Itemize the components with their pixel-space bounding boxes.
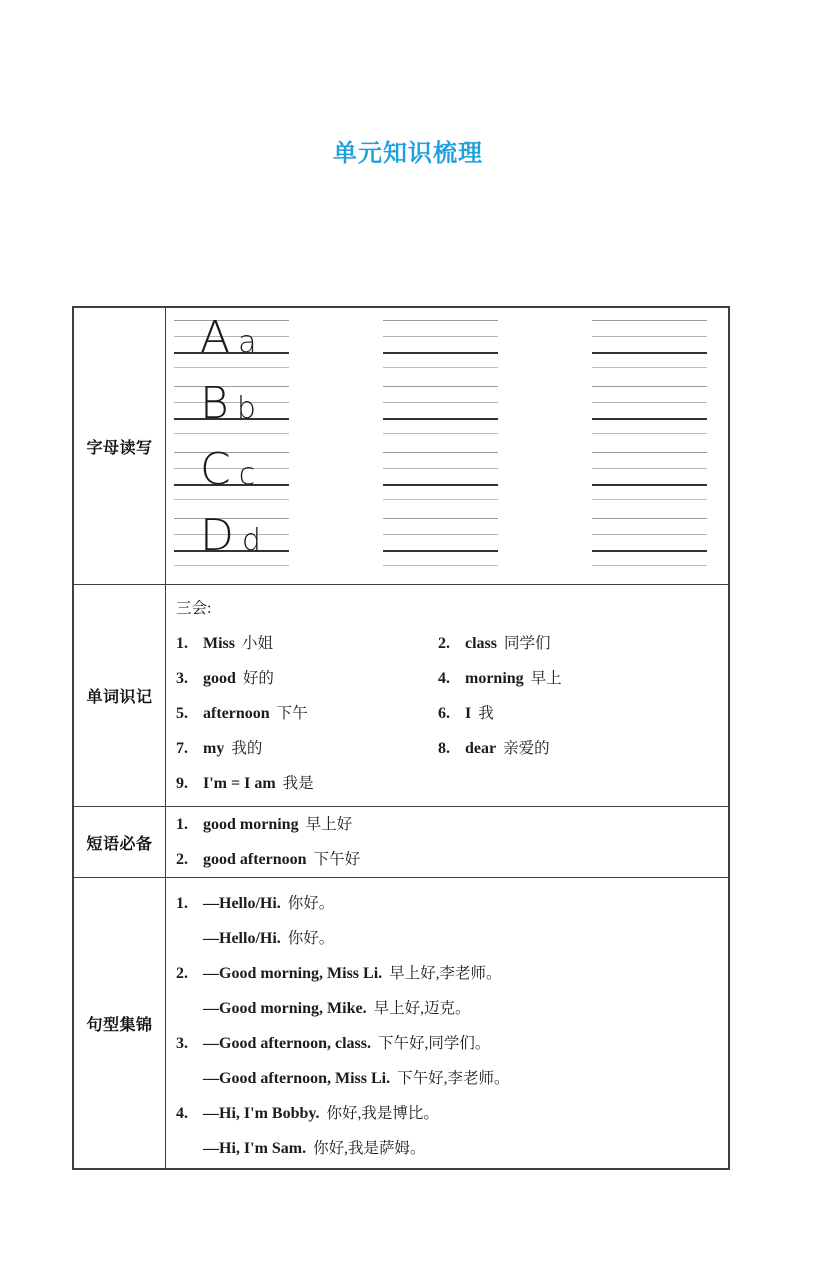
stave-line: [174, 433, 289, 434]
word-english: my: [203, 740, 225, 757]
stave-line: [592, 565, 707, 566]
word-chinese: 我: [478, 705, 494, 722]
letter-upper: B: [200, 378, 229, 429]
stave-line: [174, 386, 289, 387]
sentence-chinese: 你好,我是萨姆。: [313, 1140, 426, 1157]
handwriting-stave-blank: [592, 320, 707, 368]
sentence-lines: [203, 886, 728, 956]
stave-baseline: [592, 550, 707, 552]
letter-lower: b: [236, 391, 256, 426]
stave-line: [592, 452, 707, 453]
row-header-letters: 字母读写: [74, 308, 166, 584]
stave-line: [592, 499, 707, 500]
word-item: [176, 766, 438, 801]
word-number: 9.: [176, 775, 188, 792]
stave-line: [174, 565, 289, 566]
sentence-item: [176, 956, 728, 1026]
letter-group: [200, 312, 257, 363]
stave-line: [592, 402, 707, 403]
stave-line: [383, 367, 498, 368]
letter-lower: a: [238, 325, 257, 360]
stave-baseline: [383, 352, 498, 354]
word-english: good: [203, 670, 236, 687]
table-row-letters: [74, 308, 728, 584]
stave-line: [592, 386, 707, 387]
stave-line: [592, 433, 707, 434]
word-english: afternoon: [203, 705, 270, 722]
stave-line: [383, 499, 498, 500]
word-number: 2.: [438, 635, 450, 652]
sentence-english: —Hi, I'm Sam.: [203, 1140, 307, 1157]
row-header-words: 单词识记: [74, 585, 166, 806]
stave-line: [592, 468, 707, 469]
stave-line: [174, 452, 289, 453]
stave-line: [592, 367, 707, 368]
sentence-chinese: 下午好,李老师。: [397, 1070, 510, 1087]
sentence-lines: [203, 1026, 728, 1096]
phrase-item: [176, 807, 728, 842]
word-grid: [176, 626, 728, 801]
table-row-sentences: [74, 877, 728, 1168]
word-number: 1.: [176, 635, 188, 652]
word-item: [176, 626, 438, 661]
sentence-line: [203, 1061, 728, 1096]
sentence-item: [176, 1096, 728, 1166]
word-chinese: 我的: [231, 740, 263, 757]
sentence-english: —Good afternoon, Miss Li.: [203, 1070, 391, 1087]
sentence-lines: [203, 956, 728, 1026]
sentence-line: [203, 886, 728, 921]
stave-baseline: [383, 418, 498, 420]
stave-baseline: [592, 484, 707, 486]
handwriting-stave-Bb: [174, 378, 289, 434]
table-row-words: [74, 584, 728, 806]
sentence-lines: [203, 1096, 728, 1166]
words-intro: 三会:: [176, 600, 212, 617]
phrase-chinese: 下午好: [313, 851, 361, 868]
row-header-phrases: 短语必备: [74, 807, 166, 877]
stave-line: [592, 336, 707, 337]
phrases-content: [166, 807, 728, 877]
letter-upper: A: [200, 312, 231, 363]
word-chinese: 早上: [530, 670, 562, 687]
word-chinese: 小姐: [242, 635, 274, 652]
handwriting-stave-blank: [592, 518, 707, 566]
phrase-number: 1.: [176, 816, 188, 833]
word-english: morning: [465, 670, 524, 687]
stave-line: [383, 468, 498, 469]
words-content: [166, 585, 728, 806]
sentence-chinese: 早上好,迈克。: [373, 1000, 471, 1017]
sentence-english: —Good afternoon, class.: [203, 1035, 371, 1052]
word-english: dear: [465, 740, 497, 757]
stave-line: [592, 534, 707, 535]
sentence-line: [203, 921, 728, 956]
handwriting-stave-blank: [383, 518, 498, 566]
letters-content: [166, 308, 728, 584]
page: [0, 133, 816, 1278]
sentence-english: —Hello/Hi.: [203, 895, 281, 912]
sentence-item: [176, 886, 728, 956]
sentence-chinese: 早上好,李老师。: [389, 965, 502, 982]
sentence-english: —Good morning, Mike.: [203, 1000, 367, 1017]
stave-baseline: [383, 484, 498, 486]
word-item: [438, 661, 728, 696]
sentence-english: —Good morning, Miss Li.: [203, 965, 383, 982]
word-english: class: [465, 635, 497, 652]
word-english: Miss: [203, 635, 235, 652]
handwriting-stave-blank: [383, 320, 498, 368]
stave-line: [383, 433, 498, 434]
knowledge-table: [72, 306, 730, 1170]
word-number: 3.: [176, 670, 188, 687]
stave-line: [383, 452, 498, 453]
stave-line: [383, 320, 498, 321]
stave-column-letters: [174, 312, 289, 584]
sentence-chinese: 你好,我是博比。: [326, 1105, 439, 1122]
sentence-number: 3.: [176, 1035, 188, 1052]
sentence-line: [203, 1096, 728, 1131]
stave-baseline: [383, 550, 498, 552]
page-title: 单元知识梳理: [333, 139, 483, 167]
staves-wrap: [174, 312, 728, 584]
sentence-chinese: 你好。: [287, 895, 335, 912]
stave-line: [592, 320, 707, 321]
word-item: [176, 661, 438, 696]
stave-baseline: [592, 418, 707, 420]
sentence-english: —Hi, I'm Bobby.: [203, 1105, 320, 1122]
phrase-chinese: 早上好: [305, 816, 353, 833]
stave-line: [383, 386, 498, 387]
sentence-line: [203, 991, 728, 1026]
handwriting-stave-Cc: [174, 444, 289, 500]
letter-group: [200, 378, 256, 429]
letter-group: [200, 510, 261, 561]
word-chinese: 下午: [276, 705, 308, 722]
handwriting-stave-Aa: [174, 312, 289, 368]
word-item: [438, 626, 728, 661]
word-number: 5.: [176, 705, 188, 722]
stave-line: [383, 565, 498, 566]
row-header-sentences: 句型集锦: [74, 878, 166, 1168]
word-chinese: 同学们: [504, 635, 551, 652]
handwriting-stave-blank: [592, 386, 707, 434]
sentence-line: [203, 1131, 728, 1166]
stave-line: [383, 534, 498, 535]
word-number: 7.: [176, 740, 188, 757]
word-number: 8.: [438, 740, 450, 757]
stave-line: [174, 367, 289, 368]
phrase-item: [176, 842, 728, 877]
stave-column-blank-1: [383, 320, 498, 584]
handwriting-stave-Dd: [174, 510, 289, 566]
stave-line: [383, 402, 498, 403]
sentence-number: 4.: [176, 1105, 188, 1122]
sentence-number: 2.: [176, 965, 188, 982]
sentence-chinese: 你好。: [287, 930, 335, 947]
stave-line: [174, 320, 289, 321]
table-row-phrases: [74, 806, 728, 877]
word-item: [176, 696, 438, 731]
word-english: I'm = I am: [203, 775, 276, 792]
stave-column-blank-2: [592, 320, 707, 584]
sentence-number: 1.: [176, 895, 188, 912]
handwriting-stave-blank: [592, 452, 707, 500]
word-item: [176, 731, 438, 766]
word-chinese: 好的: [242, 670, 274, 687]
sentence-line: [203, 1026, 728, 1061]
stave-line: [592, 518, 707, 519]
phrase-number: 2.: [176, 851, 188, 868]
letter-group: [200, 444, 256, 495]
handwriting-stave-blank: [383, 386, 498, 434]
sentence-line: [203, 956, 728, 991]
letter-lower: c: [238, 457, 256, 492]
phrase-english: good afternoon: [203, 851, 307, 868]
word-number: 6.: [438, 705, 450, 722]
stave-line: [174, 499, 289, 500]
stave-baseline: [592, 352, 707, 354]
sentence-english: —Hello/Hi.: [203, 930, 281, 947]
word-chinese: 我是: [282, 775, 314, 792]
sentence-chinese: 下午好,同学们。: [378, 1035, 491, 1052]
stave-line: [383, 518, 498, 519]
phrase-english: good morning: [203, 816, 299, 833]
word-item: [438, 731, 728, 766]
word-number: 4.: [438, 670, 450, 687]
sentence-item: [176, 1026, 728, 1096]
letter-upper: D: [200, 510, 234, 561]
letter-upper: C: [200, 444, 231, 495]
handwriting-stave-blank: [383, 452, 498, 500]
letter-lower: d: [241, 523, 261, 558]
word-chinese: 亲爱的: [503, 740, 550, 757]
word-english: I: [465, 705, 472, 722]
stave-line: [383, 336, 498, 337]
word-item: [438, 696, 728, 731]
sentences-content: [166, 878, 728, 1168]
